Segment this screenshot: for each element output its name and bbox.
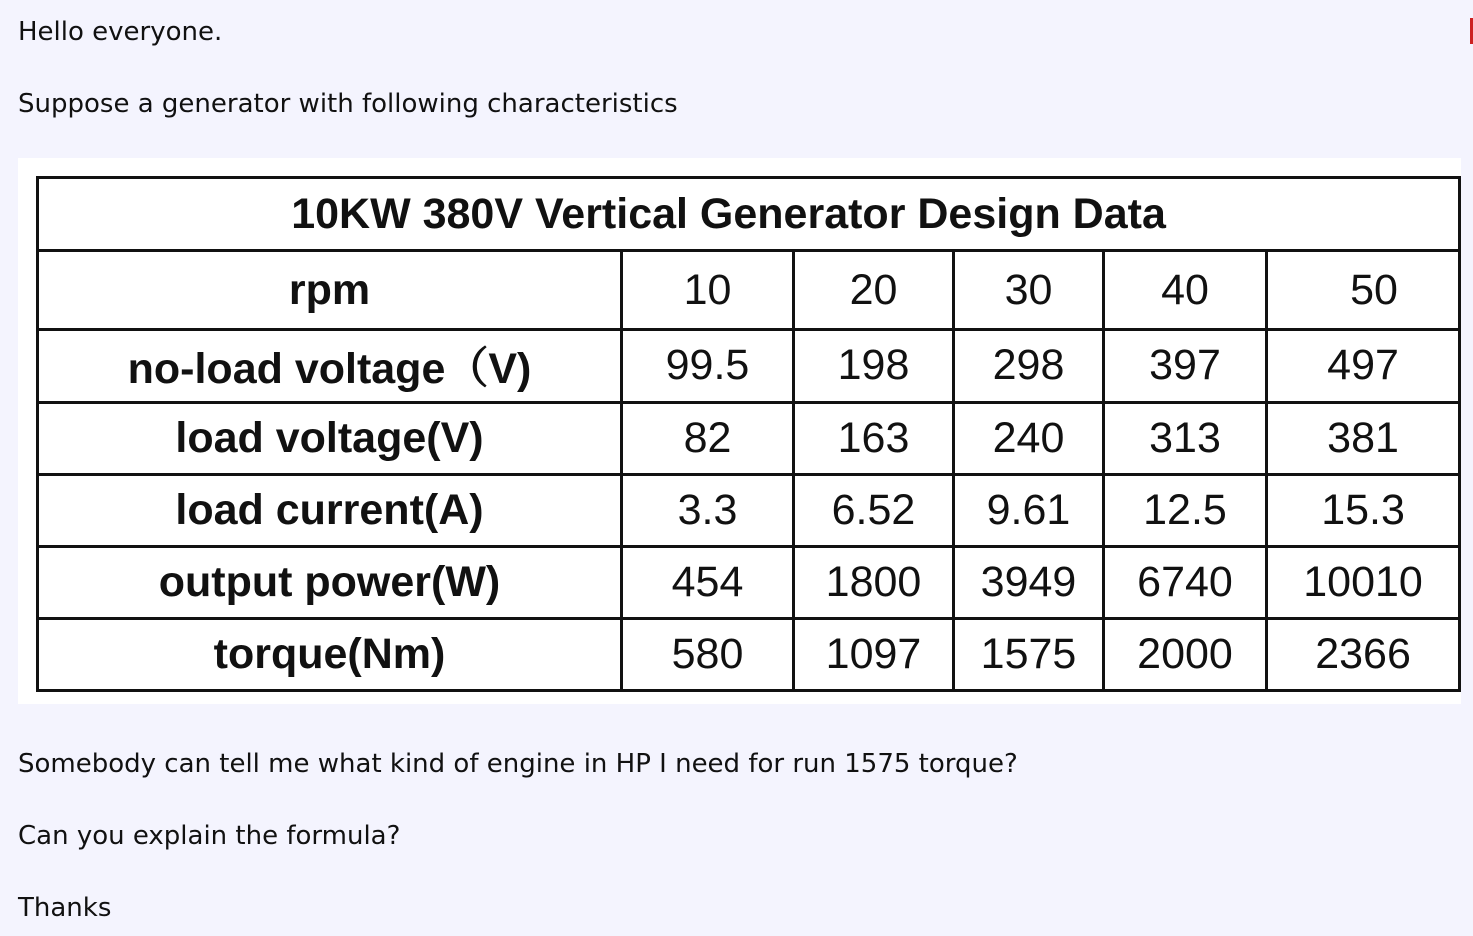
table-cell: 580 <box>622 618 794 690</box>
table-cell: 3949 <box>954 546 1104 618</box>
generator-data-image <box>18 158 1461 704</box>
table-cell: 1575 <box>954 618 1104 690</box>
table-cell: 6.52 <box>794 474 954 546</box>
table-cell: 50 <box>1267 251 1460 330</box>
table-row <box>38 546 1460 618</box>
table-cell: 1097 <box>794 618 954 690</box>
row-label-output-power: output power(W) <box>38 546 622 618</box>
table-cell: 6740 <box>1104 546 1267 618</box>
row-label-load-current: load current(A) <box>38 474 622 546</box>
table-cell: 240 <box>954 402 1104 474</box>
table-cell: 298 <box>954 330 1104 402</box>
table-cell: 313 <box>1104 402 1267 474</box>
table-cell: 163 <box>794 402 954 474</box>
table-cell: 2000 <box>1104 618 1267 690</box>
formula-request-text: Can you explain the formula? <box>18 821 401 851</box>
row-label-no-load-voltage: no-load voltage（V) <box>38 330 622 402</box>
table-row <box>38 618 1460 690</box>
table-cell: 10 <box>622 251 794 330</box>
table-cell: 30 <box>954 251 1104 330</box>
table-cell: 497 <box>1267 330 1460 402</box>
table-row <box>38 330 1460 402</box>
table-row <box>38 251 1460 330</box>
generator-data-table <box>36 176 1461 692</box>
table-cell: 15.3 <box>1267 474 1460 546</box>
table-cell: 1800 <box>794 546 954 618</box>
table-cell: 381 <box>1267 402 1460 474</box>
intro-text: Suppose a generator with following characteristics <box>18 89 678 119</box>
table-cell: 99.5 <box>622 330 794 402</box>
table-row <box>38 402 1460 474</box>
table-cell: 9.61 <box>954 474 1104 546</box>
row-label-rpm: rpm <box>38 251 622 330</box>
closing-text: Thanks <box>18 893 112 923</box>
table-cell: 20 <box>794 251 954 330</box>
table-title: 10KW 380V Vertical Generator Design Data <box>38 178 1460 251</box>
table-cell: 397 <box>1104 330 1267 402</box>
table-cell: 198 <box>794 330 954 402</box>
table-cell: 82 <box>622 402 794 474</box>
table-cell: 10010 <box>1267 546 1460 618</box>
greeting-text: Hello everyone. <box>18 17 223 47</box>
table-cell: 2366 <box>1267 618 1460 690</box>
table-row <box>38 474 1460 546</box>
table-cell: 454 <box>622 546 794 618</box>
table-cell: 12.5 <box>1104 474 1267 546</box>
question-text: Somebody can tell me what kind of engine in HP I need for run 1575 torque? <box>18 749 1018 779</box>
table-cell: 40 <box>1104 251 1267 330</box>
row-label-load-voltage: load voltage(V) <box>38 402 622 474</box>
row-label-torque: torque(Nm) <box>38 618 622 690</box>
table-cell: 3.3 <box>622 474 794 546</box>
